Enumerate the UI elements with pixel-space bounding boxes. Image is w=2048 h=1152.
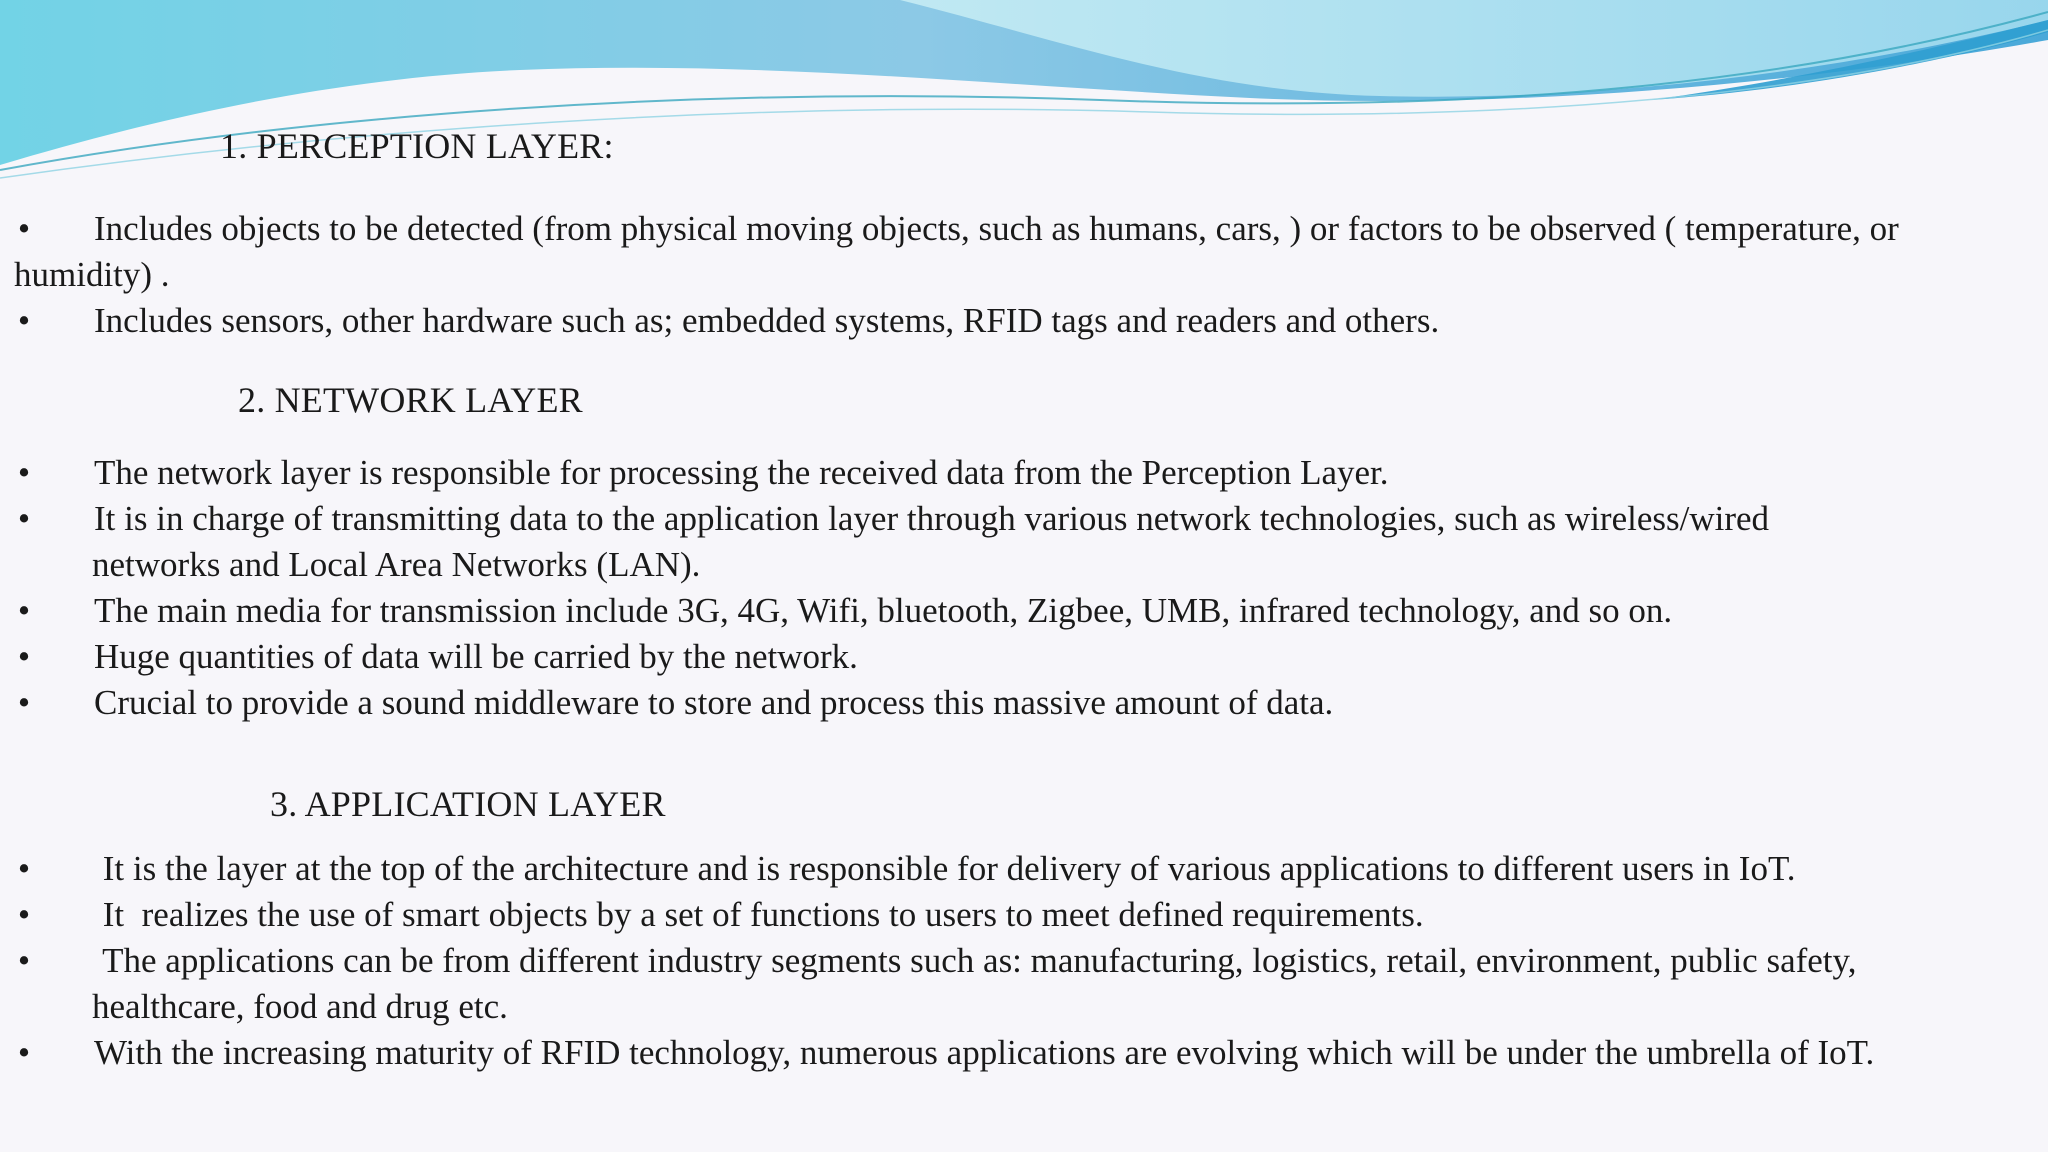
list-item [0, 450, 2048, 496]
list-item [0, 846, 2048, 892]
bullet-text: Includes sensors, other hardware such as; embedded systems, RFID tags and readers and others. [94, 301, 1440, 340]
list-item [0, 938, 2048, 1030]
bullet-text: Crucial to provide a sound middleware to store and process this massive amount of data. [94, 683, 1334, 722]
list-item [0, 634, 2048, 680]
section-heading-network: 2. NETWORK LAYER [238, 380, 583, 420]
bullet-text: It realizes the use of smart objects by a set of functions to users to meet defined requirements. [94, 895, 1424, 934]
list-item [0, 496, 2048, 588]
bullet-text: Huge quantities of data will be carried by the network. [94, 637, 858, 676]
bullet-glyph: • [17, 895, 31, 934]
bullet-glyph: • [17, 499, 31, 538]
bullet-glyph: • [17, 849, 31, 888]
list-item [0, 588, 2048, 634]
bullet-text-continued: humidity) . [14, 255, 170, 294]
list-item [0, 206, 2048, 298]
list-item [0, 680, 2048, 726]
list-item [0, 1030, 2048, 1076]
bullet-glyph: • [17, 1033, 31, 1072]
bullet-text: It is in charge of transmitting data to the application layer through various network technologies, such as wireless/wired [94, 499, 1770, 538]
bullet-text: With the increasing maturity of RFID technology, numerous applications are evolving which will be under the umbrella of IoT. [94, 1033, 1875, 1072]
bullet-glyph: • [17, 941, 31, 980]
bullet-text-continued: healthcare, food and drug etc. [92, 987, 508, 1026]
bullet-glyph: • [17, 591, 31, 630]
bullet-glyph: • [17, 683, 31, 722]
list-item [0, 892, 2048, 938]
bullet-text: The main media for transmission include 3G, 4G, Wifi, bluetooth, Zigbee, UMB, infrared technology, and so on. [94, 591, 1673, 630]
bullet-text: It is the layer at the top of the architecture and is responsible for delivery of various applications to different users in IoT. [94, 849, 1796, 888]
bullet-text: Includes objects to be detected (from physical moving objects, such as humans, cars, ) or factors to be observed ( temperature, or [94, 209, 1899, 248]
bullet-glyph: • [17, 637, 31, 676]
bullet-glyph: • [17, 301, 31, 340]
bullet-glyph: • [17, 453, 31, 492]
section-heading-application: 3. APPLICATION LAYER [270, 784, 666, 824]
bullet-text: The applications can be from different industry segments such as: manufacturing, logistics, retail, environment, public safety, [94, 941, 1857, 980]
bullet-text-continued: networks and Local Area Networks (LAN). [92, 545, 701, 584]
list-item [0, 298, 2048, 344]
bullet-text: The network layer is responsible for processing the received data from the Perception Layer. [94, 453, 1389, 492]
bullet-glyph: • [17, 209, 31, 248]
section-heading-perception: 1. PERCEPTION LAYER: [220, 126, 614, 166]
